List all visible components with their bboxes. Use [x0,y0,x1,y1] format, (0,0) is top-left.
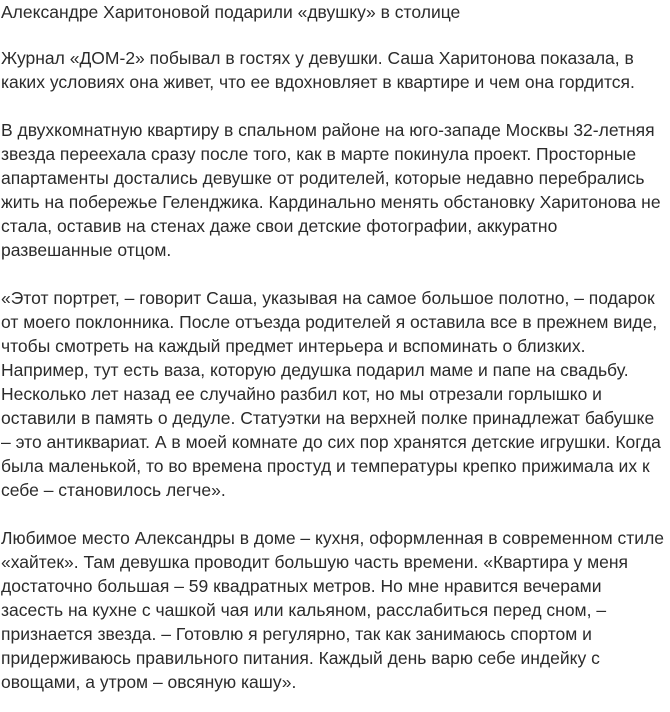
article-title: Александре Харитоновой подарили «двушку» в столице [1,2,461,22]
article-paragraph-intro: Журнал «ДОМ-2» побывал в гостях у девушки. Саша Харитонова показала, в каких условиях она живет, что ее вдохновляет в квартире и чем она гордится. [1,48,635,92]
article-paragraph-apartment: В двухкомнатную квартиру в спальном районе на юго-западе Москвы 32-летняя звезда переехала сразу после того, как в марте покинула проект. Просторные апартаменты достались девушке от родителей, которые недавно перебрались жить на побережье Геленджика. Кардинально менять обстановку Харитонова не стала, оставив на стенах даже свои детские фотографии, аккуратно развешанные отцом. [1,120,661,260]
article-paragraph-quote: «Этот портрет, – говорит Саша, указывая на самое большое полотно, – подарок от моего поклонника. После отъезда родителей я оставила все в прежнем виде, чтобы смотреть на каждый предмет интерьера и вспоминать о близких. Например, тут есть ваза, которую дедушка подарил маме и папе на свадьбу. Несколько лет назад ее случайно разбил кот, но мы отрезали горлышко и оставили в память о дедуле. Статуэтки на верхней полке принадлежат бабушке – это антиквариат. А в моей комнате до сих пор хранятся детские игрушки. Когда была маленькой, то во времена простуд и температуры крепко прижимала их к себе – становилось легче». [1,288,661,500]
article-paragraph-kitchen: Любимое место Александры в доме – кухня, оформленная в современном стиле «хайтек». Там девушка проводит большую часть времени. «Квартира у меня достаточно большая – 59 квадратных метров. Но мне нравится вечерами засесть на кухне с чашкой чая или кальяном, расслабиться перед сном, – признается звезда. – Готовлю я регулярно, так как занимаюсь спортом и придерживаюсь правильного питания. Каждый день варю себе индейку с овощами, а утром – овсяную кашу». [1,528,665,692]
